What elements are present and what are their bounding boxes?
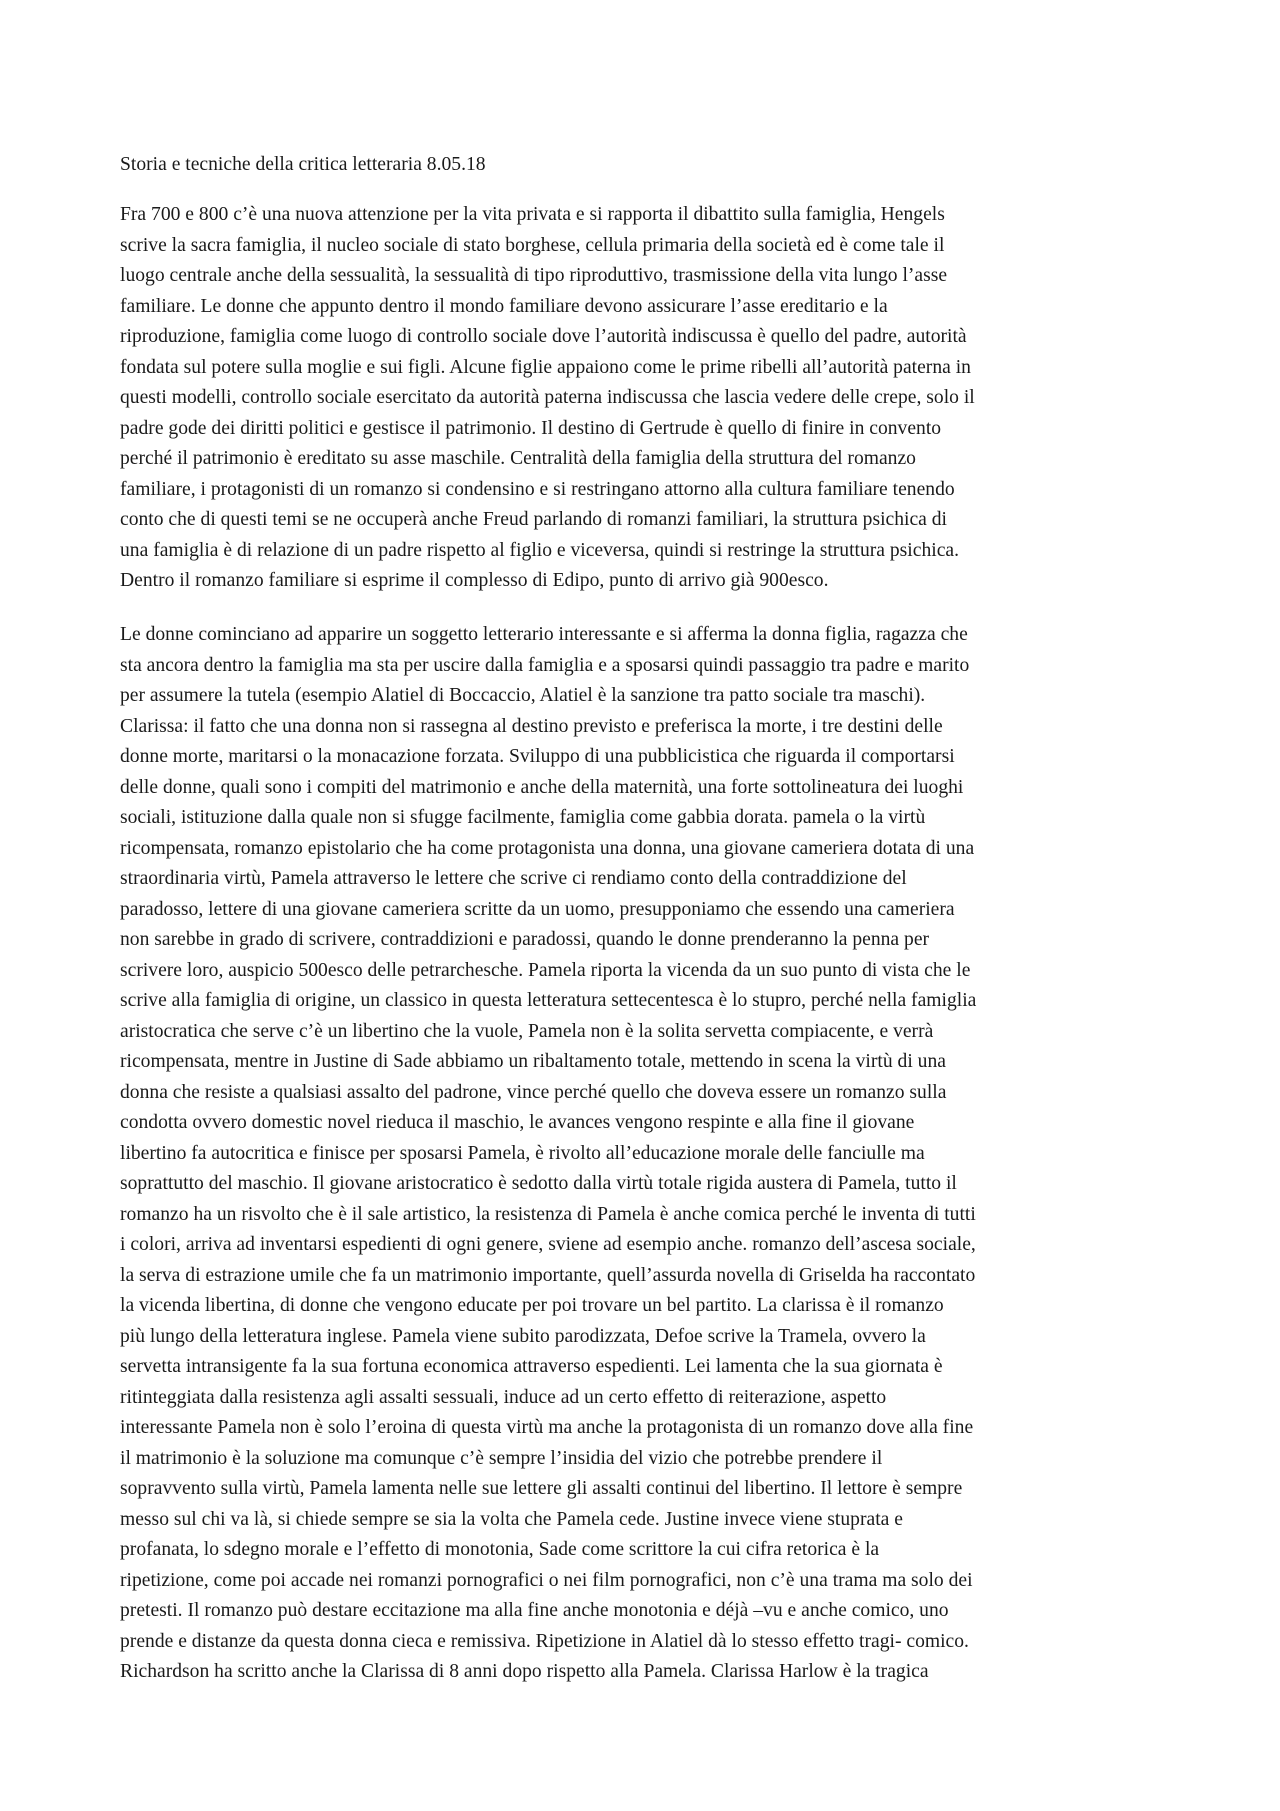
- text-line: luogo centrale anche della sessualità, la sessualità di tipo riproduttivo, trasmissione della vita lungo l’asse: [120, 265, 948, 286]
- text-line: scrive la sacra famiglia, il nucleo sociale di stato borghese, cellula primaria della società ed è come tale il: [120, 234, 945, 256]
- text-line: per assumere la tutela (esempio Alatiel di Boccaccio, Alatiel è la sanzione tra patto sociale tra maschi).: [120, 685, 926, 706]
- text-line: sta ancora dentro la famiglia ma sta per uscire dalla famiglia e a sposarsi quindi passaggio tra padre e marito: [120, 654, 970, 676]
- text-line: Dentro il romanzo familiare si esprime il complesso di Edipo, punto di arrivo già 900esco.: [120, 570, 829, 591]
- text-line: aristocratica che serve c’è un libertino che la vuole, Pamela non è la solita servetta compiacente, e verrà: [120, 1020, 934, 1042]
- text-line: più lungo della letteratura inglese. Pamela viene subito parodizzata, Defoe scrive la Tramela, ovvero la: [120, 1325, 926, 1347]
- text-line: prende e distanze da questa donna cieca e remissiva. Ripetizione in Alatiel dà lo stesso effetto tragi- comico.: [120, 1630, 969, 1652]
- text-line: messo sul chi va là, si chiede sempre se sia la volta che Pamela cede. Justine invece viene stuprata e: [120, 1508, 903, 1530]
- text-line: sopravvento sulla virtù, Pamela lamenta nelle sue lettere gli assalti continui del libertino. Il lettore è sempre: [120, 1478, 963, 1499]
- text-line: il matrimonio è la soluzione ma comunque c’è sempre l’insidia del vizio che potrebbe prendere il: [120, 1447, 883, 1469]
- text-line: condotta ovvero domestic novel rieduca il maschio, le avances vengono respinte e alla fine il giovane: [120, 1112, 915, 1133]
- paragraph-1: [120, 200, 1166, 597]
- text-line: ritinteggiata dalla resistenza agli assalti sessuali, induce ad un certo effetto di reiterazione, aspetto: [120, 1386, 887, 1408]
- text-line: Le donne cominciano ad apparire un soggetto letterario interessante e si afferma la donna figlia, ragazza che: [120, 624, 968, 645]
- text-line: interessante Pamela non è solo l’eroina di questa virtù ma anche la protagonista di un romanzo dove alla fine: [120, 1417, 974, 1438]
- text-line: sociali, istituzione dalla quale non si sfugge facilmente, famiglia come gabbia dorata. pamela o la virtù: [120, 807, 926, 828]
- text-line: servetta intransigente fa la sua fortuna economica attraverso espedienti. Lei lamenta che la sua giornata è: [120, 1356, 943, 1377]
- text-line: conto che di questi temi se ne occuperà anche Freud parlando di romanzi familiari, la struttura psichica di: [120, 509, 947, 530]
- text-line: straordinaria virtù, Pamela attraverso le lettere che scrive ci rendiamo conto della contraddizione del: [120, 868, 907, 889]
- text-line: la serva di estrazione umile che fa un matrimonio importante, quell’assurda novella di Griselda ha raccontato: [120, 1264, 976, 1286]
- text-line: donne morte, maritarsi o la monacazione forzata. Sviluppo di una pubblicistica che riguarda il comportarsi: [120, 746, 955, 767]
- text-line: perché il patrimonio è ereditato su asse maschile. Centralità della famiglia della struttura del romanzo: [120, 448, 916, 469]
- text-line: Clarissa: il fatto che una donna non si rassegna al destino previsto e preferisca la morte, i tre destini delle: [120, 715, 943, 737]
- text-line: fondata sul potere sulla moglie e sui figli. Alcune figlie appaiono come le prime ribelli all’autorità paterna in: [120, 356, 971, 378]
- text-line: una famiglia è di relazione di un padre rispetto al figlio e viceversa, quindi si restringe la struttura psichica.: [120, 539, 959, 561]
- text-line: familiare. Le donne che appunto dentro il mondo familiare devono assicurare l’asse ereditario e la: [120, 295, 888, 317]
- text-line: paradosso, lettere di una giovane cameriera scritte da un uomo, presupponiamo che essendo una cameriera: [120, 898, 955, 920]
- text-line: Richardson ha scritto anche la Clarissa di 8 anni dopo rispetto alla Pamela. Clarissa Harlow è la tragica: [120, 1661, 929, 1682]
- text-line: scrive alla famiglia di origine, un classico in questa letteratura settecentesca è lo stupro, perché nella famiglia: [120, 990, 977, 1011]
- text-line: romanzo ha un risvolto che è il sale artistico, la resistenza di Pamela è anche comica perché le inventa di tutti: [120, 1203, 976, 1225]
- text-line: ricompensata, romanzo epistolario che ha come protagonista una donna, una giovane cameriera dotata di una: [120, 837, 975, 859]
- text-line: riproduzione, famiglia come luogo di controllo sociale dove l’autorità indiscussa è quello del padre, autorità: [120, 326, 967, 347]
- text-line: delle donne, quali sono i compiti del matrimonio e anche della maternità, una forte sottolineatura dei luoghi: [120, 776, 964, 798]
- text-line: ripetizione, come poi accade nei romanzi pornografici o nei film pornografici, non c’è una trama ma solo dei: [120, 1569, 973, 1591]
- text-line: ricompensata, mentre in Justine di Sade abbiamo un ribaltamento totale, mettendo in scena la virtù di una: [120, 1051, 946, 1072]
- text-line: profanata, lo sdegno morale e l’effetto di monotonia, Sade come scrittore la cui cifra retorica è la: [120, 1539, 880, 1560]
- text-line: scrivere loro, auspicio 500esco delle petrarchesche. Pamela riporta la vicenda da un suo punto di vista che le: [120, 959, 971, 981]
- paragraph-2: [120, 620, 1166, 1688]
- document-title: Storia e tecniche della critica letteraria 8.05.18: [120, 154, 486, 175]
- text-line: familiare, i protagonisti di un romanzo si condensino e si restringano attorno alla cultura familiare tenendo: [120, 478, 955, 500]
- text-line: Fra 700 e 800 c’è una nuova attenzione per la vita privata e si rapporta il dibattito sulla famiglia, Hengels: [120, 204, 945, 225]
- text-line: i colori, arriva ad inventarsi espedienti di ogni genere, sviene ad esempio anche. romanzo dell’ascesa sociale,: [120, 1234, 976, 1255]
- text-line: padre gode dei diritti politici e gestisce il patrimonio. Il destino di Gertrude è quello di finire in convento: [120, 417, 942, 439]
- text-line: questi modelli, controllo sociale esercitato da autorità paterna indiscussa che lascia vedere delle crepe, solo il: [120, 387, 975, 408]
- text-line: donna che resiste a qualsiasi assalto del padrone, vince perché quello che doveva essere un romanzo sulla: [120, 1081, 947, 1103]
- text-line: soprattutto del maschio. Il giovane aristocratico è sedotto dalla virtù totale rigida austera di Pamela, tutto il: [120, 1173, 957, 1194]
- text-line: la vicenda libertina, di donne che vengono educate per poi trovare un bel partito. La clarissa è il romanzo: [120, 1295, 944, 1316]
- text-line: pretesti. Il romanzo può destare eccitazione ma alla fine anche monotonia e déjà –vu e anche comico, uno: [120, 1600, 949, 1621]
- text-line: non sarebbe in grado di scrivere, contraddizioni e paradossi, quando le donne prenderanno la penna per: [120, 929, 930, 950]
- text-line: libertino fa autocritica e finisce per sposarsi Pamela, è rivolto all’educazione morale delle fanciulle ma: [120, 1142, 925, 1164]
